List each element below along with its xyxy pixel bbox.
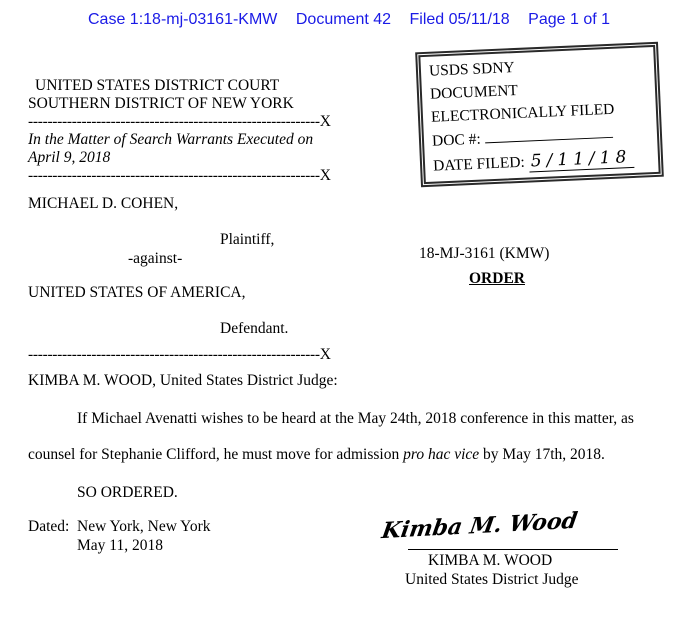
signature-line (408, 549, 618, 550)
judge-intro: KIMBA M. WOOD, United States District Judge: (28, 372, 338, 389)
matter-title-line1: In the Matter of Search Warrants Executed on (28, 131, 314, 148)
order-text-c: by May 17th, 2018. (479, 446, 605, 463)
filed-date: Filed 05/11/18 (409, 11, 510, 28)
order-paragraph-line2 (28, 446, 605, 464)
document-number: Document 42 (295, 11, 392, 28)
dated-location: New York, New York (77, 518, 211, 535)
stamp-date-filed (433, 147, 634, 177)
order-paragraph-line1: If Michael Avenatti wishes to be heard at the May 24th, 2018 conference in this matter, as (77, 410, 634, 427)
page-count: Page 1 of 1 (528, 11, 610, 28)
order-text-a: counsel for Stephanie Clifford, he must move for admission (28, 446, 404, 463)
dated-date: May 11, 2018 (77, 537, 163, 554)
case-number-header: Case 1:18-mj-03161-KMW (88, 11, 278, 28)
stamp-doc-number (432, 125, 613, 151)
caption-divider-bottom: ------------------------------------------------------------X (28, 346, 331, 363)
court-name: UNITED STATES DISTRICT COURT (35, 77, 280, 94)
filing-stamp (418, 45, 660, 184)
case-number: 18-MJ-3161 (KMW) (419, 245, 550, 262)
stamp-doc-blank (485, 137, 613, 144)
stamp-efiled: ELECTRONICALLY FILED (430, 100, 615, 126)
so-ordered: SO ORDERED. (77, 484, 178, 501)
pro-hac-vice: pro hac vice (403, 446, 480, 463)
ecf-header (0, 11, 698, 29)
order-heading: ORDER (469, 270, 525, 287)
caption-divider-top: ------------------------------------------------------------X (28, 113, 331, 130)
court-district: SOUTHERN DISTRICT OF NEW YORK (28, 95, 294, 112)
caption-divider-mid: ------------------------------------------------------------X (28, 167, 331, 184)
judge-signature: Kimba M. Wood (379, 507, 580, 545)
defendant-role: Defendant. (220, 320, 289, 337)
defendant-name: UNITED STATES OF AMERICA, (28, 284, 246, 301)
stamp-usds: USDS SDNY (428, 59, 516, 80)
stamp-date-label: DATE FILED: (432, 153, 526, 175)
signer-title: United States District Judge (405, 571, 579, 588)
signer-name: KIMBA M. WOOD (428, 552, 553, 569)
stamp-document: DOCUMENT (429, 81, 519, 103)
plaintiff-name: MICHAEL D. COHEN, (28, 195, 179, 212)
stamp-doc-label: DOC #: (431, 130, 482, 150)
plaintiff-role: Plaintiff, (220, 231, 275, 248)
matter-title-line2: April 9, 2018 (28, 149, 111, 166)
dated-label: Dated: (28, 518, 70, 535)
against-label: -against- (128, 250, 183, 267)
stamp-handwritten-date: 5/11/18 (528, 147, 634, 173)
